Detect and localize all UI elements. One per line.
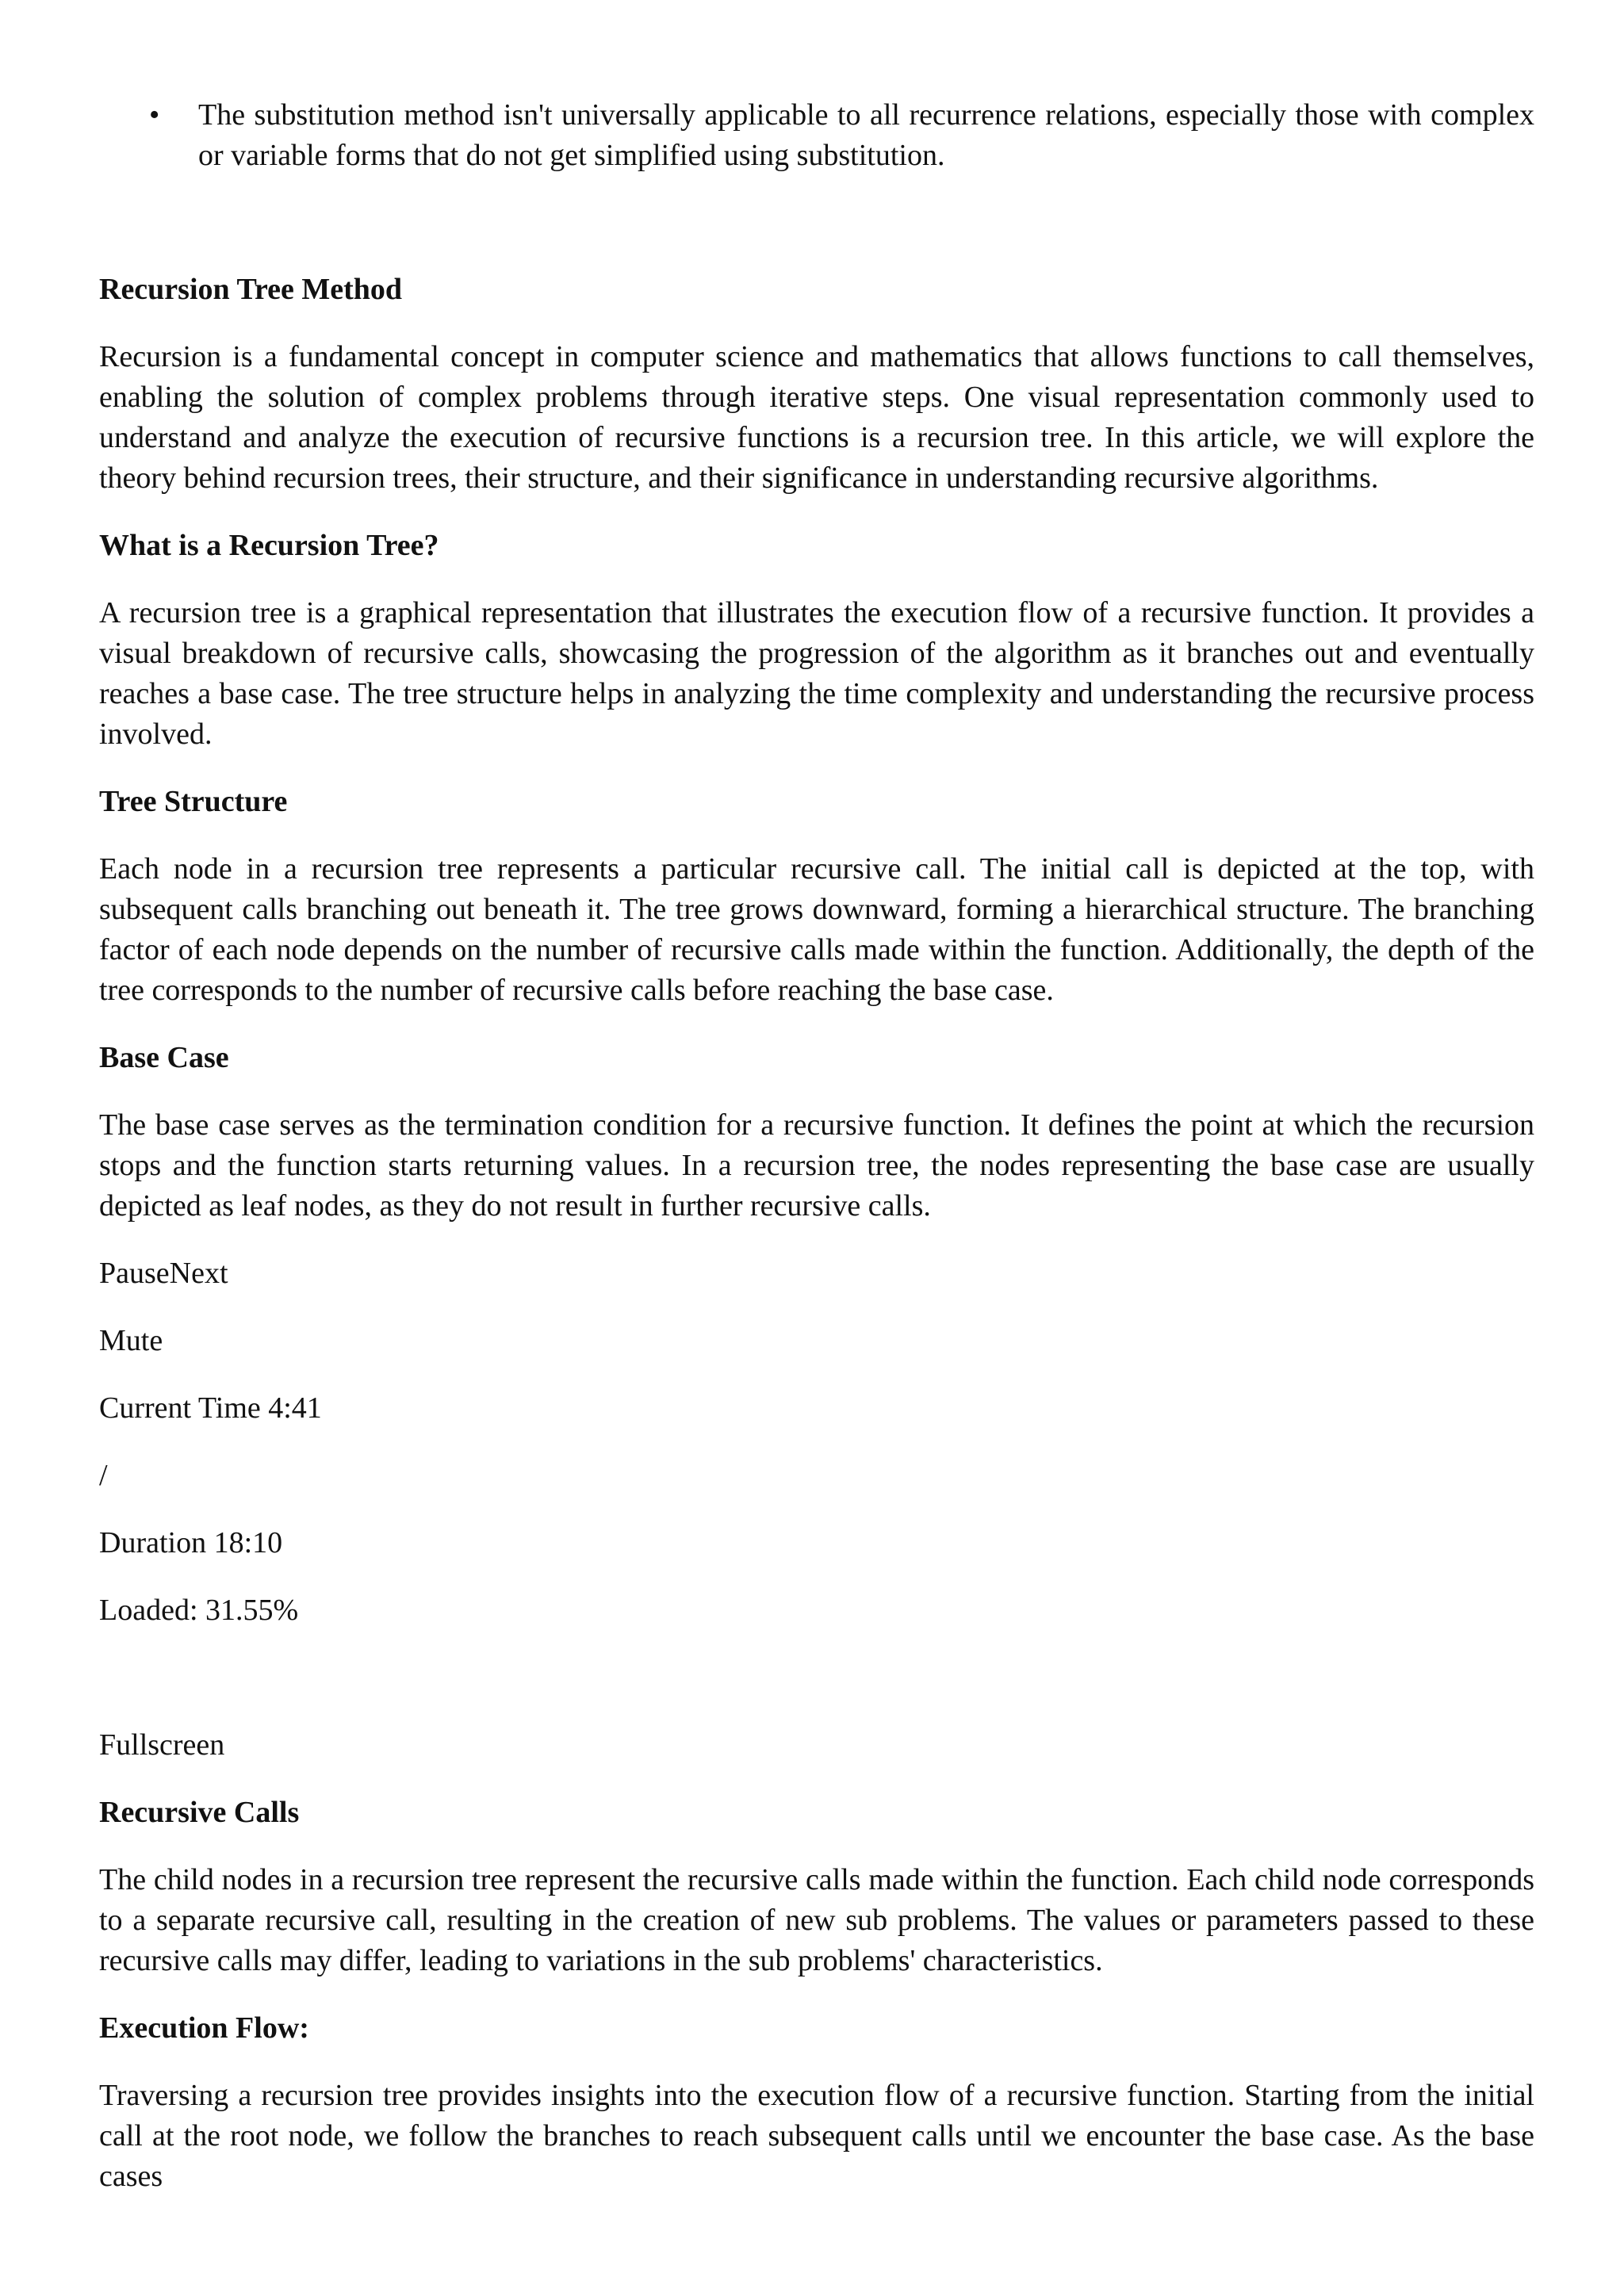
paragraph-recursive-calls: The child nodes in a recursion tree represent the recursive calls made within the function. Each child node corresponds to a separate recursive call, resulting in the creation of new sub problems. The values or parameters passed to these recursive calls may differ, leading to variations in the sub problems' characteristics. <box>99 1863 1534 1977</box>
paragraph-execution-flow: Traversing a recursion tree provides insights into the execution flow of a recursive function. Starting from the initial call at the root node, we follow the branches to reach subsequent calls until we encounter the base case. As the base cases <box>99 2079 1534 2193</box>
player-fullscreen: Fullscreen <box>99 1728 225 1762</box>
player-current-time: Current Time 4:41 <box>99 1391 322 1425</box>
bullet-text: The substitution method isn't universally applicable to all recurrence relations, especially those with complex or variable forms that do not get simplified using substitution. <box>198 98 1534 172</box>
paragraph-tree-structure: Each node in a recursion tree represents a particular recursive call. The initial call is depicted at the top, with subsequent calls branching out beneath it. The tree grows downward, forming a hierarchical structure. The branching factor of each node depends on the number of recursive calls made within the function. Additionally, the depth of the tree corresponds to the number of recursive calls before reaching the base case. <box>99 852 1534 1007</box>
bullet-item <box>99 95 1534 176</box>
bullet-dot-icon: • <box>149 98 160 132</box>
blank-spacer <box>99 1658 1534 1725</box>
bullet-list <box>99 95 1534 176</box>
player-time-separator: / <box>99 1459 108 1492</box>
player-pause-next: PauseNext <box>99 1257 228 1290</box>
heading-what-is-recursion-tree: What is a Recursion Tree? <box>99 529 439 562</box>
player-loaded: Loaded: 31.55% <box>99 1594 299 1627</box>
heading-tree-structure: Tree Structure <box>99 785 288 818</box>
heading-execution-flow: Execution Flow: <box>99 2011 309 2045</box>
document-body <box>99 270 1534 2224</box>
player-duration: Duration 18:10 <box>99 1526 283 1559</box>
paragraph-what-is-recursion-tree: A recursion tree is a graphical representation that illustrates the execution flow of a recursive function. It provides a visual breakdown of recursive calls, showcasing the progression of the algorithm as it branches out and eventually reaches a base case. The tree structure helps in analyzing the time complexity and understanding the recursive process involved. <box>99 596 1534 751</box>
player-mute: Mute <box>99 1324 163 1357</box>
heading-recursive-calls: Recursive Calls <box>99 1796 300 1829</box>
paragraph-recursion-tree-method: Recursion is a fundamental concept in computer science and mathematics that allows functions to call themselves, enabling the solution of complex problems through iterative steps. One visual representation commonly used to understand and analyze the execution of recursive functions is a recursion tree. In this article, we will explore the theory behind recursion trees, their structure, and their significance in understanding recursive algorithms. <box>99 340 1534 495</box>
heading-recursion-tree-method: Recursion Tree Method <box>99 273 403 306</box>
heading-base-case: Base Case <box>99 1041 229 1074</box>
paragraph-base-case: The base case serves as the termination condition for a recursive function. It defines the point at which the recursion stops and the function starts returning values. In a recursion tree, the nodes representing the base case are usually depicted as leaf nodes, as they do not result in further recursive calls. <box>99 1108 1534 1223</box>
